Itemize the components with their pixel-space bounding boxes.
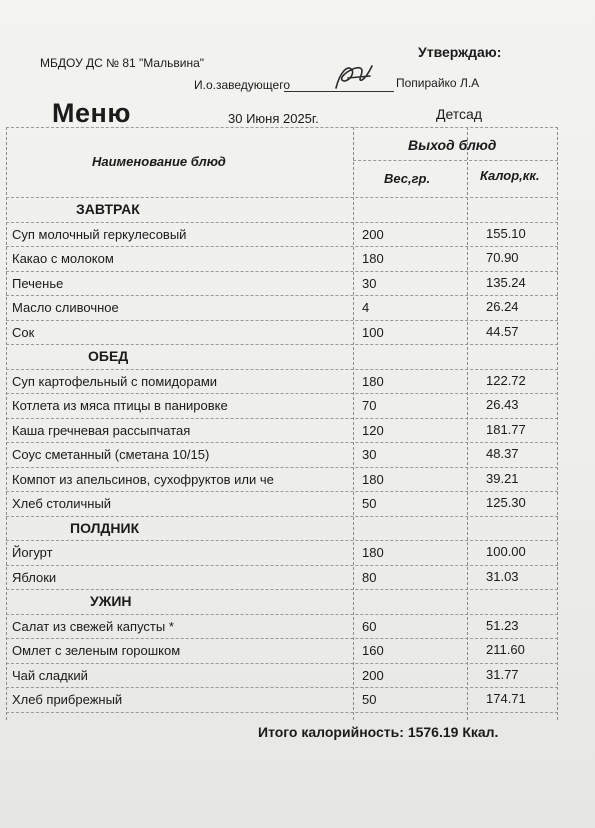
- row-divider: [6, 197, 558, 198]
- dish-weight: 70: [362, 398, 377, 413]
- dish-calories: 122.72: [486, 372, 526, 388]
- table-top-border: [6, 127, 558, 128]
- row-divider: [6, 638, 558, 639]
- section-heading: УЖИН: [90, 593, 132, 609]
- column-header-output: Выход блюд: [408, 137, 497, 153]
- dish-calories: 70.90: [486, 250, 519, 265]
- row-divider: [6, 516, 558, 517]
- dish-weight: 50: [362, 692, 377, 707]
- dish-name: Суп картофельный с помидорами: [12, 373, 218, 389]
- row-divider: [6, 614, 558, 615]
- dish-calories: 31.77: [486, 666, 519, 682]
- row-divider: [6, 295, 558, 296]
- row-divider: [6, 246, 558, 247]
- row-divider: [6, 687, 558, 688]
- row-divider: [6, 663, 558, 664]
- dish-name: Чай сладкий: [12, 667, 88, 683]
- column-header-weight: Вес,гр.: [384, 171, 431, 186]
- dish-weight: 200: [362, 226, 384, 242]
- row-divider: [6, 369, 558, 370]
- signer-name: Попирайко Л.А: [396, 76, 480, 90]
- dish-weight: 180: [362, 251, 384, 266]
- dish-calories: 44.57: [486, 323, 519, 339]
- column-divider-weight: [353, 127, 354, 720]
- page-title: Меню: [52, 98, 131, 128]
- column-header-name: Наименование блюд: [92, 154, 226, 169]
- row-divider: [6, 222, 558, 223]
- dish-name: Омлет с зеленым горошком: [12, 643, 181, 658]
- dish-name: Хлеб прибрежный: [12, 692, 123, 707]
- dish-name: Салат из свежей капусты *: [12, 618, 174, 634]
- dish-calories: 125.30: [486, 495, 526, 510]
- dish-weight: 4: [362, 300, 370, 315]
- dish-calories: 181.77: [486, 421, 526, 437]
- dish-weight: 180: [362, 471, 384, 487]
- dish-weight: 120: [362, 422, 384, 438]
- dish-name: Йогурт: [12, 545, 53, 560]
- dish-name: Печенье: [12, 275, 64, 291]
- dish-calories: 135.24: [486, 274, 526, 290]
- dish-weight: 200: [362, 667, 384, 683]
- dish-calories: 31.03: [486, 568, 519, 584]
- dish-weight: 30: [362, 447, 377, 462]
- section-heading: ЗАВТРАК: [76, 201, 140, 217]
- dish-name: Яблоки: [12, 569, 57, 585]
- dish-calories: 155.10: [486, 225, 526, 241]
- row-divider: [6, 565, 558, 566]
- dish-name: Компот из апельсинов, сухофруктов или че: [12, 471, 274, 487]
- header-subdivider: [353, 160, 558, 161]
- dish-name: Котлета из мяса птицы в панировке: [12, 398, 228, 413]
- row-divider: [6, 418, 558, 419]
- dish-name: Соус сметанный (сметана 10/15): [12, 447, 210, 462]
- dish-calories: 211.60: [486, 642, 525, 657]
- dish-name: Суп молочный геркулесовый: [12, 226, 187, 242]
- signature-icon: [330, 58, 376, 94]
- row-divider: [6, 271, 558, 272]
- row-divider: [6, 467, 558, 468]
- row-divider: [6, 393, 558, 394]
- section-heading: ПОЛДНИК: [70, 519, 140, 536]
- dish-calories: 51.23: [486, 617, 519, 633]
- column-header-calories: Калор,кк.: [480, 168, 540, 183]
- row-divider: [6, 712, 558, 713]
- dish-calories: 39.21: [486, 470, 519, 486]
- dish-name: Хлеб столичный: [12, 496, 112, 511]
- table-border-left: [6, 127, 7, 720]
- dish-calories: 26.43: [486, 397, 519, 412]
- column-divider-calories: [467, 127, 468, 720]
- approve-label: Утверждаю:: [418, 44, 502, 60]
- institution-type: Детсад: [436, 106, 483, 122]
- dish-name: Сок: [12, 324, 35, 340]
- dish-calories: 100.00: [486, 544, 526, 559]
- row-divider: [6, 491, 558, 492]
- total-calories: Итого калорийность: 1576.19 Ккал.: [258, 724, 499, 740]
- row-divider: [6, 589, 558, 590]
- dish-weight: 180: [362, 373, 384, 389]
- table-border-right: [557, 127, 558, 720]
- organization-name: МБДОУ ДС № 81 "Мальвина": [40, 56, 204, 70]
- row-divider: [6, 540, 558, 541]
- dish-weight: 80: [362, 569, 377, 585]
- dish-calories: 174.71: [486, 691, 526, 706]
- row-divider: [6, 344, 558, 345]
- signer-role: И.о.заведующего: [194, 78, 290, 92]
- dish-weight: 60: [362, 618, 377, 634]
- section-heading: ОБЕД: [88, 348, 129, 364]
- dish-weight: 30: [362, 275, 377, 291]
- dish-weight: 180: [362, 545, 384, 560]
- dish-calories: 26.24: [486, 299, 519, 314]
- dish-weight: 100: [362, 324, 384, 340]
- row-divider: [6, 442, 558, 443]
- menu-date: 30 Июня 2025г.: [228, 111, 319, 126]
- row-divider: [6, 320, 558, 321]
- dish-weight: 160: [362, 643, 384, 658]
- dish-name: Масло сливочное: [12, 300, 119, 315]
- dish-name: Каша гречневая рассыпчатая: [12, 422, 191, 438]
- dish-calories: 48.37: [486, 446, 519, 461]
- dish-name: Какао с молоком: [12, 251, 114, 266]
- dish-weight: 50: [362, 496, 377, 511]
